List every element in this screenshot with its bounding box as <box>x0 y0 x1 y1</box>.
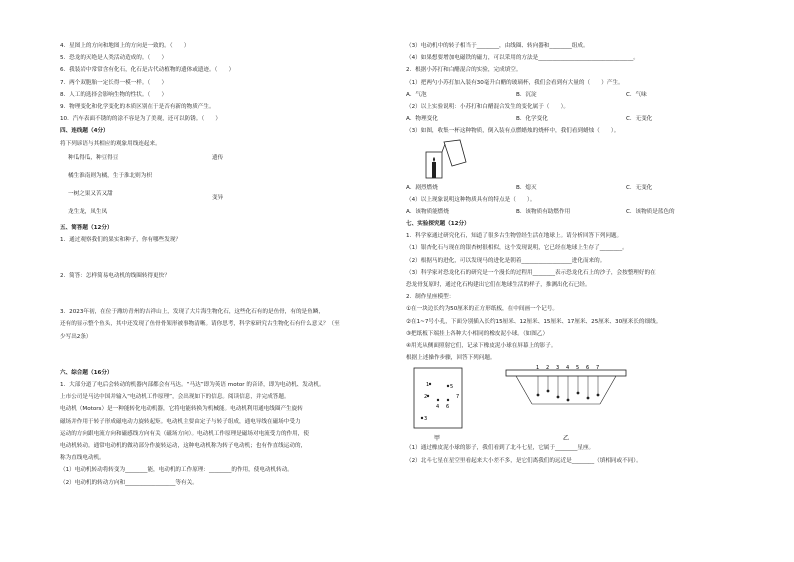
item2b-q1: （1）通过橡皮泥小球的影子，我们看到了北斗七星，它属于________星座。 <box>406 445 595 452</box>
tf-item-7: 7．两个双胞胎一定长得一模一样。（ ） <box>60 79 168 86</box>
s6-p2-line3: 运动的方向跟电流方向和磁感线方向有关（磁场方向）。电动机工作原理是磁场对电流受力的作用，使 <box>60 430 309 437</box>
s6-p2-line2: 磁场并作用于转子形成磁电动力旋转起矩。电动机主要由定子与转子组成，通电导线在磁场中受力 <box>60 418 301 425</box>
s6-p2-line4: 电动机转动。通常电动机的做功部分作旋转运动，这种电动机称为转子电动机；也有作直线运动的， <box>60 442 307 449</box>
right-column <box>406 40 742 467</box>
s5-q2: 2．简答：怎样简易电动机的线圈转得更快？ <box>60 273 170 280</box>
match-left-1: 种瓜得瓜，种豆得豆 <box>68 154 119 161</box>
item2-q1-options <box>406 89 742 101</box>
section-4-desc: 将下列谚语与其相应的观象用线连起来。 <box>60 140 161 147</box>
s7-q3-line2: 恐龙骨复原时，通过化石构建出它们在地球生活的样子，推测出化石已经。 <box>406 282 591 288</box>
left-column <box>60 40 390 489</box>
match-left-2: 橘生淮南则为橘，生于淮北则为枳 <box>68 172 152 179</box>
item2b-read: 根据上述操作步骤，回答下列问题。 <box>406 355 496 362</box>
figure-yi <box>506 365 626 442</box>
r-q3: （3）电动机中的转子相当于________，由线圈、转向器和________组成。 <box>406 43 589 49</box>
candle-beaker-illustration <box>406 138 486 182</box>
jia-num-3: 3 <box>424 416 428 423</box>
option-b: B．沉淀 <box>516 91 537 98</box>
yi-num-1: 1 <box>536 365 540 372</box>
option-c: C．该物质是蓝色的 <box>626 208 675 215</box>
tf-item-9: 9．物理变化和化学变化的本质区别在于是否有新的物质产生。 <box>60 103 215 110</box>
matching-area <box>60 150 390 222</box>
jia-num-2: 2 <box>424 394 428 401</box>
s6-p2-line1: 电动机（Motors）是一种能转化电动机器，它将电能转换为机械能。电动机利用通电线圈产生旋转 <box>60 406 303 413</box>
item2-q2: （2）以上实验说明：小苏打和白醋混合发生的变化属于（ ）。 <box>406 103 569 110</box>
yi-num-7: 7 <box>596 365 600 372</box>
candle-figure <box>406 138 742 182</box>
answer-space <box>60 282 390 306</box>
section-6-title: 六、综合题（16分） <box>60 369 113 376</box>
item2b-step2: ②在1~7号小孔，下面分别插入长约15厘米、12厘米、15厘米、17厘米、25厘米、30厘米长的细线。 <box>406 318 662 325</box>
option-a: A．该物质能燃烧 <box>406 208 449 215</box>
tf-item-5: 5．恐龙的灭绝是人类活动造成的。（ ） <box>60 55 168 62</box>
s6-p1-line2: 上市公司是马达中国并输入“电动机工作原理”，会出现如下的信息。阅读信息，并完成答题。 <box>60 394 290 401</box>
option-b: B．熄灭 <box>516 184 537 191</box>
jia-num-6: 6 <box>446 404 450 411</box>
answer-space <box>60 246 390 270</box>
section-5-title: 五、简答题（12分） <box>60 224 113 231</box>
yi-num-6: 6 <box>586 365 590 372</box>
item2-q2-options <box>406 113 742 125</box>
item2-q3: （3）如图，收集一杯这种物质，倒入装有点燃蜡烛的烧杯中，我们看到蜡烛（ ）。 <box>406 128 620 135</box>
jia-num-4: 4 <box>436 404 440 411</box>
option-c: C．无变化 <box>626 116 653 123</box>
item2-q1: （1）把两勺小苏打加入装有30毫升白醋的玻璃杯，我们会看到有大量的（ ）产生。 <box>406 79 624 86</box>
item2-q4-options <box>406 206 742 218</box>
jia-label: 甲 <box>434 435 441 443</box>
tf-item-4: 4．星图上的方向和地图上的方向是一致的。（ ） <box>60 43 190 49</box>
figure-jia <box>414 368 462 442</box>
tf-item-6: 6．我装岩中常常含有化石，化石是古代动植物的遗体或遗迹。（ ） <box>60 67 235 74</box>
option-a: A．气泡 <box>406 91 427 98</box>
match-left-3: 一树之果又苦又甜 <box>68 190 113 197</box>
option-c: C．无变化 <box>626 184 653 191</box>
r-q4: （4）如果想要增加电磁铁的磁力，可以采用的方法是__________________________________。 <box>406 55 639 62</box>
option-b: B．该物质有助燃作用 <box>516 208 571 215</box>
item2b-q2: （2）北斗七星在星空里看起来大小差不多，是它们离我们的远近是________（填相同或不同）。 <box>406 457 642 464</box>
s5-q3-line3: 少写出2条） <box>60 333 92 340</box>
yi-num-3: 3 <box>556 365 560 372</box>
option-a: A．物理变化 <box>406 116 438 123</box>
s7-intro: 1．科学家通过研究化石，知道了很多古生物曾经生活在地球上。请分析回答下列问题。 <box>406 233 623 240</box>
yi-num-2: 2 <box>546 365 550 372</box>
item2-q3-options <box>406 182 742 194</box>
jia-num-1: 1 <box>426 382 430 389</box>
yi-num-5: 5 <box>576 365 580 372</box>
option-b: B．化学变化 <box>516 116 548 123</box>
match-left-4: 龙生龙，凤生凤 <box>68 208 108 215</box>
match-right-1: 遗传 <box>212 154 224 161</box>
option-a: A．剧烈燃烧 <box>406 184 438 191</box>
section-4-title: 四、连线题（4分） <box>60 128 109 135</box>
item2b-stem: 2．制作星座模型： <box>406 294 455 301</box>
item2b-step1: ①在一块边长约为50厘米的正方形纸板，在中间画一个记号。 <box>406 306 558 313</box>
tf-item-10: 10．汽车表面不锈的的涂不容是为了美观，还可以防锈。（ ） <box>60 116 221 123</box>
s7-q3-line1: （3）科学家对恐龙化石的研究是一个漫长的过程用________表示恐龙化石上的沙子，会按整理好的在 <box>406 269 656 276</box>
tf-item-8: 8．人工的选择会影响生物的性状。（ ） <box>60 91 168 98</box>
constellation-figures <box>406 364 742 442</box>
s5-q3-line1: 3．2023年初，在位于潍坊青州的吉祥山上，发现了大片海生物化石，这些化石有的是鱼骨，有的是鱼鳞， <box>60 309 324 316</box>
match-right-2: 变异 <box>212 194 224 201</box>
jia-num-5: 5 <box>450 384 454 391</box>
s5-q1: 1．通过观察我们的果实和种子，你有哪些发现？ <box>60 236 182 243</box>
jia-num-7: 7 <box>456 394 460 401</box>
s6-p2-line5: 称为直线电动机。 <box>60 455 105 462</box>
s7-q2: （2）根据马的进化，可以发现马的进化是朝着__________________进化而来的。 <box>406 257 606 264</box>
item2-q4: （4）以上现象说明这种物质具有的特点是（ ）。 <box>406 196 536 203</box>
s6-p1-line1: 1．大部分道了电后会转动的机器内部都会有马达。“马达”即为英语 motor 的音译，即为电动机、发动机。 <box>60 382 325 388</box>
s6-q2: （2）电动机的转动方向和__________________等有关。 <box>60 479 198 486</box>
answer-space <box>60 343 390 367</box>
item2b-step3: ③把纸板下端挂上各种大小相同的橡皮泥小球。（如图乙） <box>406 330 549 337</box>
constellation-diagrams <box>406 364 742 442</box>
option-c: C．气味 <box>626 91 647 98</box>
s7-q1: （1）银杏化石与现在的银杏树很相似，这个发现说明，它已经在地球上生存了________。 <box>406 245 628 252</box>
item2-stem: 2．根据小苏打和白醋混合的实验，完成填空。 <box>406 67 522 74</box>
yi-label: 乙 <box>563 435 570 443</box>
yi-num-4: 4 <box>566 365 570 372</box>
s6-q1: （1）电动机转动将转变为________能，电动机的工作原理：________的作用，使电动机转动。 <box>60 467 293 474</box>
s5-q3-line2: 还有的显示整个鱼头，其中还发现了鱼骨骨架形被事物清晰。请你思考，科学家研究古生物化石有什么意义？（至 <box>60 321 340 328</box>
item2b-step4: ④用光从侧面照射它们，记录下橡皮泥小球在屏幕上的影子。 <box>406 342 557 349</box>
section-7-title: 七、实验探究题（12分） <box>406 221 470 228</box>
